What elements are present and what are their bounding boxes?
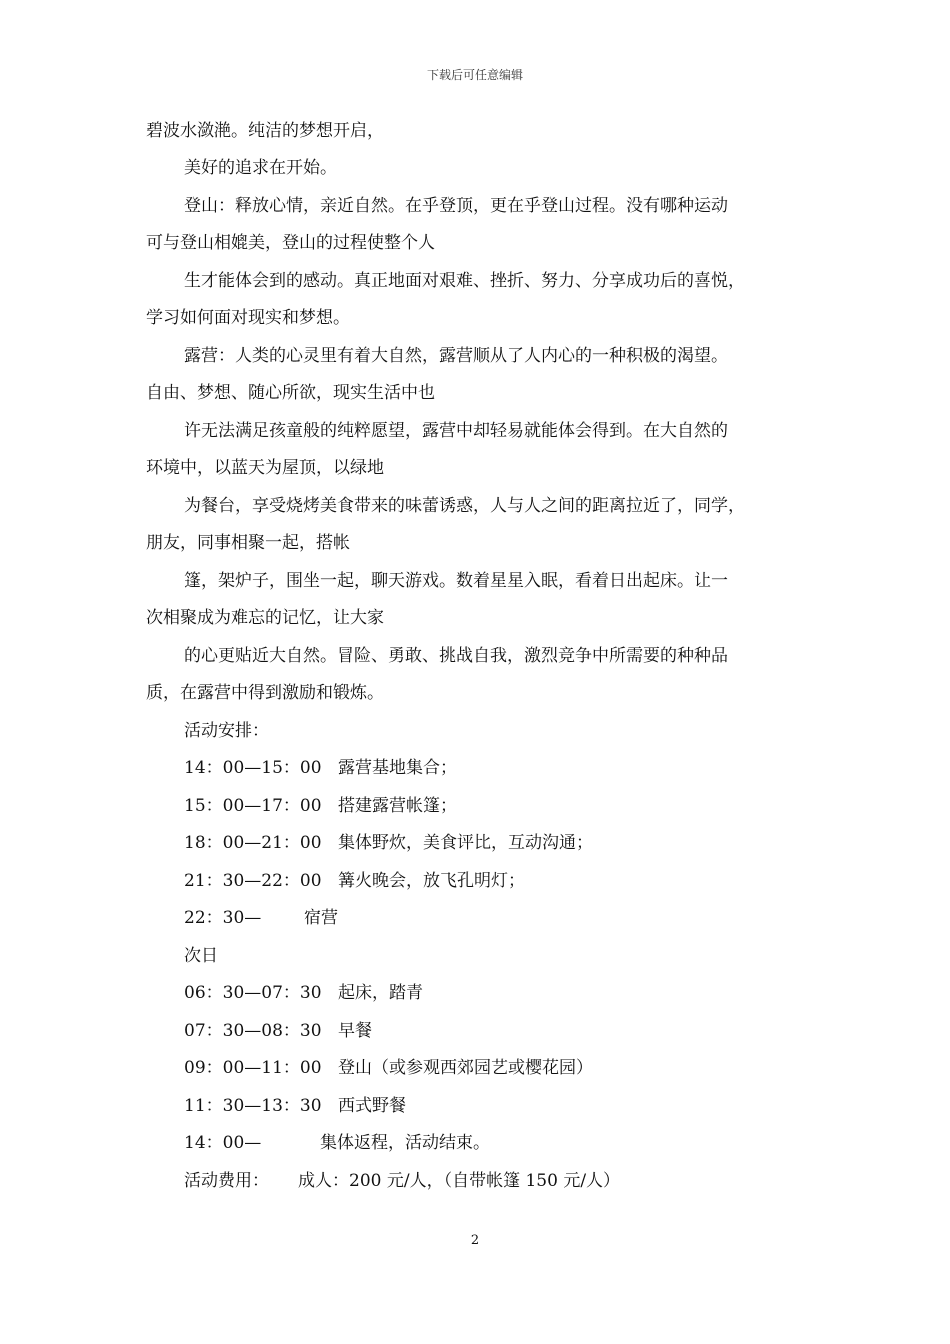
schedule-row [184, 907, 338, 929]
schedule-activity: 集体返程，活动结束。 [320, 1133, 490, 1153]
paragraph-line: 美好的追求在开始。 [184, 158, 337, 178]
paragraph-line: 环境中，以蓝天为屋顶，以绿地 [146, 458, 384, 478]
schedule-row [184, 1020, 372, 1042]
fee-value: 成人：200 元/人，（自带帐篷 150 元/人） [298, 1171, 621, 1191]
schedule-activity: 篝火晚会，放飞孔明灯； [338, 871, 525, 891]
schedule-activity: 搭建露营帐篷； [338, 796, 457, 816]
paragraph-line: 登山：释放心情，亲近自然。在乎登顶，更在乎登山过程。没有哪种运动 [184, 196, 728, 216]
schedule-row [184, 795, 457, 817]
schedule-activity: 露营基地集合； [338, 758, 457, 778]
page-header: 下载后可任意编辑 [426, 68, 523, 82]
paragraph-line: 碧波水潋滟。纯洁的梦想开启， [146, 121, 384, 141]
schedule-time: 11：30—13：30 [184, 1096, 322, 1116]
schedule-activity: 早餐 [338, 1021, 372, 1041]
paragraph-line: 学习如何面对现实和梦想。 [146, 308, 350, 328]
schedule-time: 14：00—15：00 [184, 758, 322, 778]
paragraph-line: 的心更贴近大自然。冒险、勇敢、挑战自我，激烈竞争中所需要的种种品 [184, 646, 728, 666]
schedule-row [184, 757, 457, 779]
schedule-row [184, 1057, 593, 1079]
schedule-time: 15：00—17：00 [184, 796, 322, 816]
schedule-row [184, 982, 423, 1004]
page-number: 2 [470, 1233, 480, 1248]
schedule-time: 09：00—11：00 [184, 1058, 322, 1078]
schedule-activity: 集体野炊，美食评比，互动沟通； [338, 833, 593, 853]
paragraph-line: 为餐台，享受烧烤美食带来的味蕾诱惑，人与人之间的距离拉近了，同学， [184, 496, 745, 516]
schedule-row [184, 1095, 406, 1117]
schedule-time: 22：30— [184, 908, 262, 928]
schedule-row [184, 1132, 490, 1154]
next-day-label: 次日 [184, 946, 218, 966]
schedule-time: 18：00—21：00 [184, 833, 322, 853]
paragraph-line: 自由、梦想、随心所欲，现实生活中也 [146, 383, 435, 403]
fee-label: 活动费用： [184, 1171, 269, 1191]
fee-line [184, 1170, 620, 1192]
schedule-heading: 活动安排： [184, 721, 269, 741]
paragraph-line: 质，在露营中得到激励和锻炼。 [146, 683, 384, 703]
schedule-time: 14：00— [184, 1133, 262, 1153]
paragraph-line: 朋友，同事相聚一起，搭帐 [146, 533, 350, 553]
schedule-time: 06：30—07：30 [184, 983, 322, 1003]
paragraph-line: 生才能体会到的感动。真正地面对艰难、挫折、努力、分享成功后的喜悦， [184, 271, 745, 291]
paragraph-line: 露营：人类的心灵里有着大自然，露营顺从了人内心的一种积极的渴望。 [184, 346, 728, 366]
schedule-activity: 西式野餐 [338, 1096, 406, 1116]
schedule-row [184, 832, 593, 854]
paragraph-line: 篷，架炉子，围坐一起，聊天游戏。数着星星入眠，看着日出起床。让一 [184, 571, 728, 591]
schedule-time: 21：30—22：00 [184, 871, 322, 891]
schedule-row [184, 870, 525, 892]
paragraph-line: 次相聚成为难忘的记忆，让大家 [146, 608, 384, 628]
schedule-activity: 登山（或参观西郊园艺或樱花园） [338, 1058, 593, 1078]
schedule-time: 07：30—08：30 [184, 1021, 322, 1041]
paragraph-line: 许无法满足孩童般的纯粹愿望，露营中却轻易就能体会得到。在大自然的 [184, 421, 728, 441]
schedule-activity: 起床，踏青 [338, 983, 423, 1003]
schedule-activity: 宿营 [304, 908, 338, 928]
paragraph-line: 可与登山相媲美，登山的过程使整个人 [146, 233, 435, 253]
